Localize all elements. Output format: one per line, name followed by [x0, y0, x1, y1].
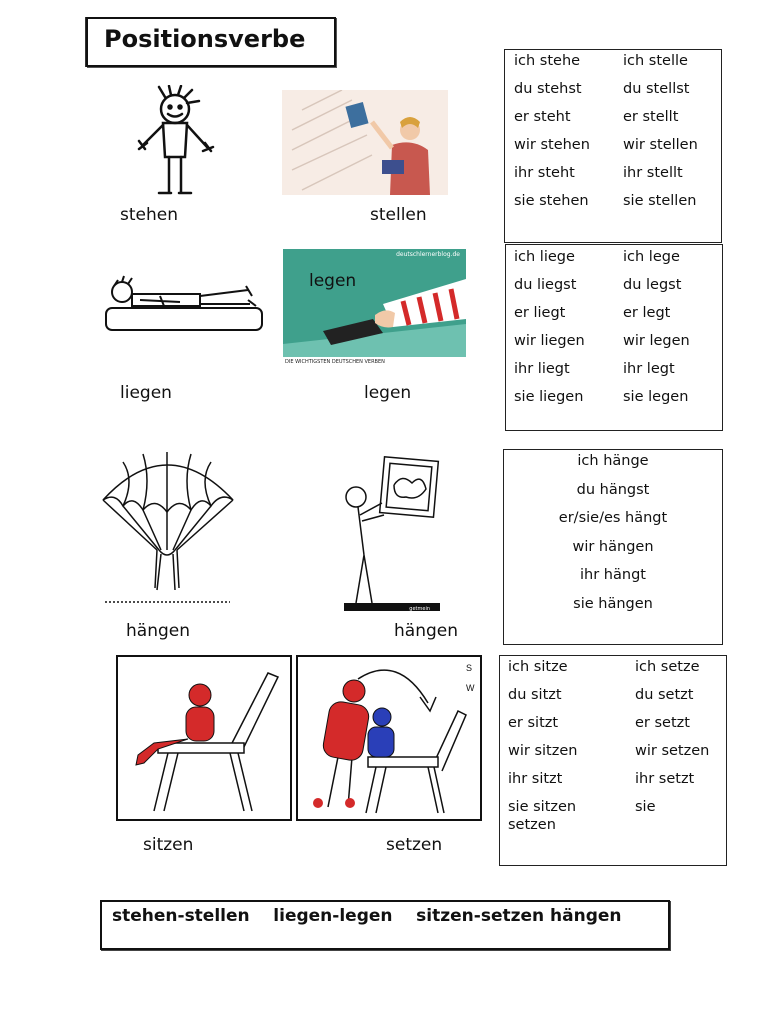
- conjugation-form-position: wir stehen: [514, 137, 590, 153]
- conjugation-form-action: sie legen: [623, 389, 689, 405]
- conjugation-form-position: wir liegen: [514, 333, 585, 349]
- liegen-image: [100, 260, 265, 340]
- conjugation-form-position: sie sitzen: [508, 799, 577, 815]
- stehen-image: [115, 85, 230, 197]
- caption-stehen: stehen: [120, 205, 178, 225]
- conjugation-form-position: er sitzt: [508, 715, 559, 731]
- conjugation-form-action: sie stellen: [623, 193, 697, 209]
- conjugation-form-position: sie stehen: [514, 193, 589, 209]
- conjugation-form-position: ich stehe: [514, 53, 581, 69]
- conjugation-form-action: du setzt: [635, 687, 694, 703]
- conjugation-form: er/sie/es hängt: [558, 510, 668, 526]
- conjugation-form-position: du liegst: [514, 277, 577, 293]
- conjugation-form-action: ich lege: [623, 249, 680, 265]
- conjugation-form-position: wir sitzen: [508, 743, 578, 759]
- conjugation-table-stehen-stellen: [504, 49, 722, 243]
- title-box: [86, 17, 336, 67]
- conjugation-form-action: ich stelle: [623, 53, 688, 69]
- conjugation-form-action: er setzt: [635, 715, 690, 731]
- conjugation-form-action: wir stellen: [623, 137, 698, 153]
- conjugation-form-position: ihr liegt: [514, 361, 570, 377]
- conjugation-form-position: ich sitze: [508, 659, 568, 675]
- conjugation-form-action: du stellst: [623, 81, 690, 97]
- conjugation-form-position: er liegt: [514, 305, 566, 321]
- conjugation-form-position: du stehst: [514, 81, 582, 97]
- conjugation-form: sie hängen: [573, 595, 653, 612]
- conjugation-form-position: er steht: [514, 109, 571, 125]
- conjugation-form-action: wir setzen: [635, 743, 710, 759]
- conjugation-table-sitzen-setzen: [499, 655, 727, 866]
- haengen-image-brand: getmein: [409, 606, 430, 612]
- conjugation-table-liegen-legen: [505, 244, 723, 431]
- summary-text: stehen-stellen liegen-legen sitzen-setzen hängen: [112, 906, 622, 926]
- conjugation-form-action: ihr stellt: [623, 165, 683, 181]
- conjugation-form-position: du sitzt: [508, 687, 562, 703]
- conjugation-form-action: du legst: [623, 277, 682, 293]
- conjugation-form-position: ihr steht: [514, 165, 575, 181]
- sitzen-image: [116, 655, 292, 821]
- conjugation-form: wir hängen: [572, 538, 654, 555]
- conjugation-form-position: ihr sitzt: [508, 771, 563, 787]
- conjugation-form-action: er legt: [623, 305, 671, 321]
- svg-text:W: W: [466, 683, 475, 693]
- caption-sitzen: sitzen: [143, 835, 194, 855]
- caption-stellen: stellen: [370, 205, 427, 225]
- conjugation-form-position: ich liege: [514, 249, 575, 265]
- caption-setzen: setzen: [386, 835, 443, 855]
- caption-legen: legen: [364, 383, 412, 403]
- caption-haengen-2: hängen: [394, 621, 458, 641]
- conjugation-form: du hängst: [576, 481, 650, 498]
- conjugation-form-position: setzen: [508, 817, 556, 833]
- legen-image: [283, 249, 466, 365]
- conjugation-form-action: ihr legt: [623, 361, 675, 377]
- conjugation-form-action: ich setze: [635, 659, 700, 675]
- setzen-image: [296, 655, 482, 821]
- parachute-image: [95, 450, 240, 610]
- hanging-picture-image: [342, 455, 442, 613]
- conjugation-form: ich hänge: [577, 453, 649, 469]
- stellen-image: [282, 90, 448, 195]
- svg-text:S: S: [466, 663, 473, 673]
- conjugation-form-action: wir legen: [623, 333, 690, 349]
- summary-box: [100, 900, 670, 950]
- conjugation-form-action: er stellt: [623, 109, 679, 125]
- caption-haengen-1: hängen: [126, 621, 190, 641]
- conjugation-form-action: ihr setzt: [635, 771, 695, 787]
- legen-image-footer: DIE WICHTIGSTEN DEUTSCHEN VERBEN: [285, 359, 385, 365]
- conjugation-form-position: sie liegen: [514, 389, 584, 405]
- conjugation-form-action: sie: [635, 799, 656, 815]
- legen-image-site: deutschlernerblog.de: [396, 251, 460, 258]
- conjugation-form: ihr hängt: [580, 567, 646, 583]
- caption-liegen: liegen: [120, 383, 172, 403]
- page-title: Positionsverbe: [104, 25, 306, 53]
- legen-image-word: legen: [309, 271, 357, 291]
- conjugation-table-haengen: [503, 449, 723, 645]
